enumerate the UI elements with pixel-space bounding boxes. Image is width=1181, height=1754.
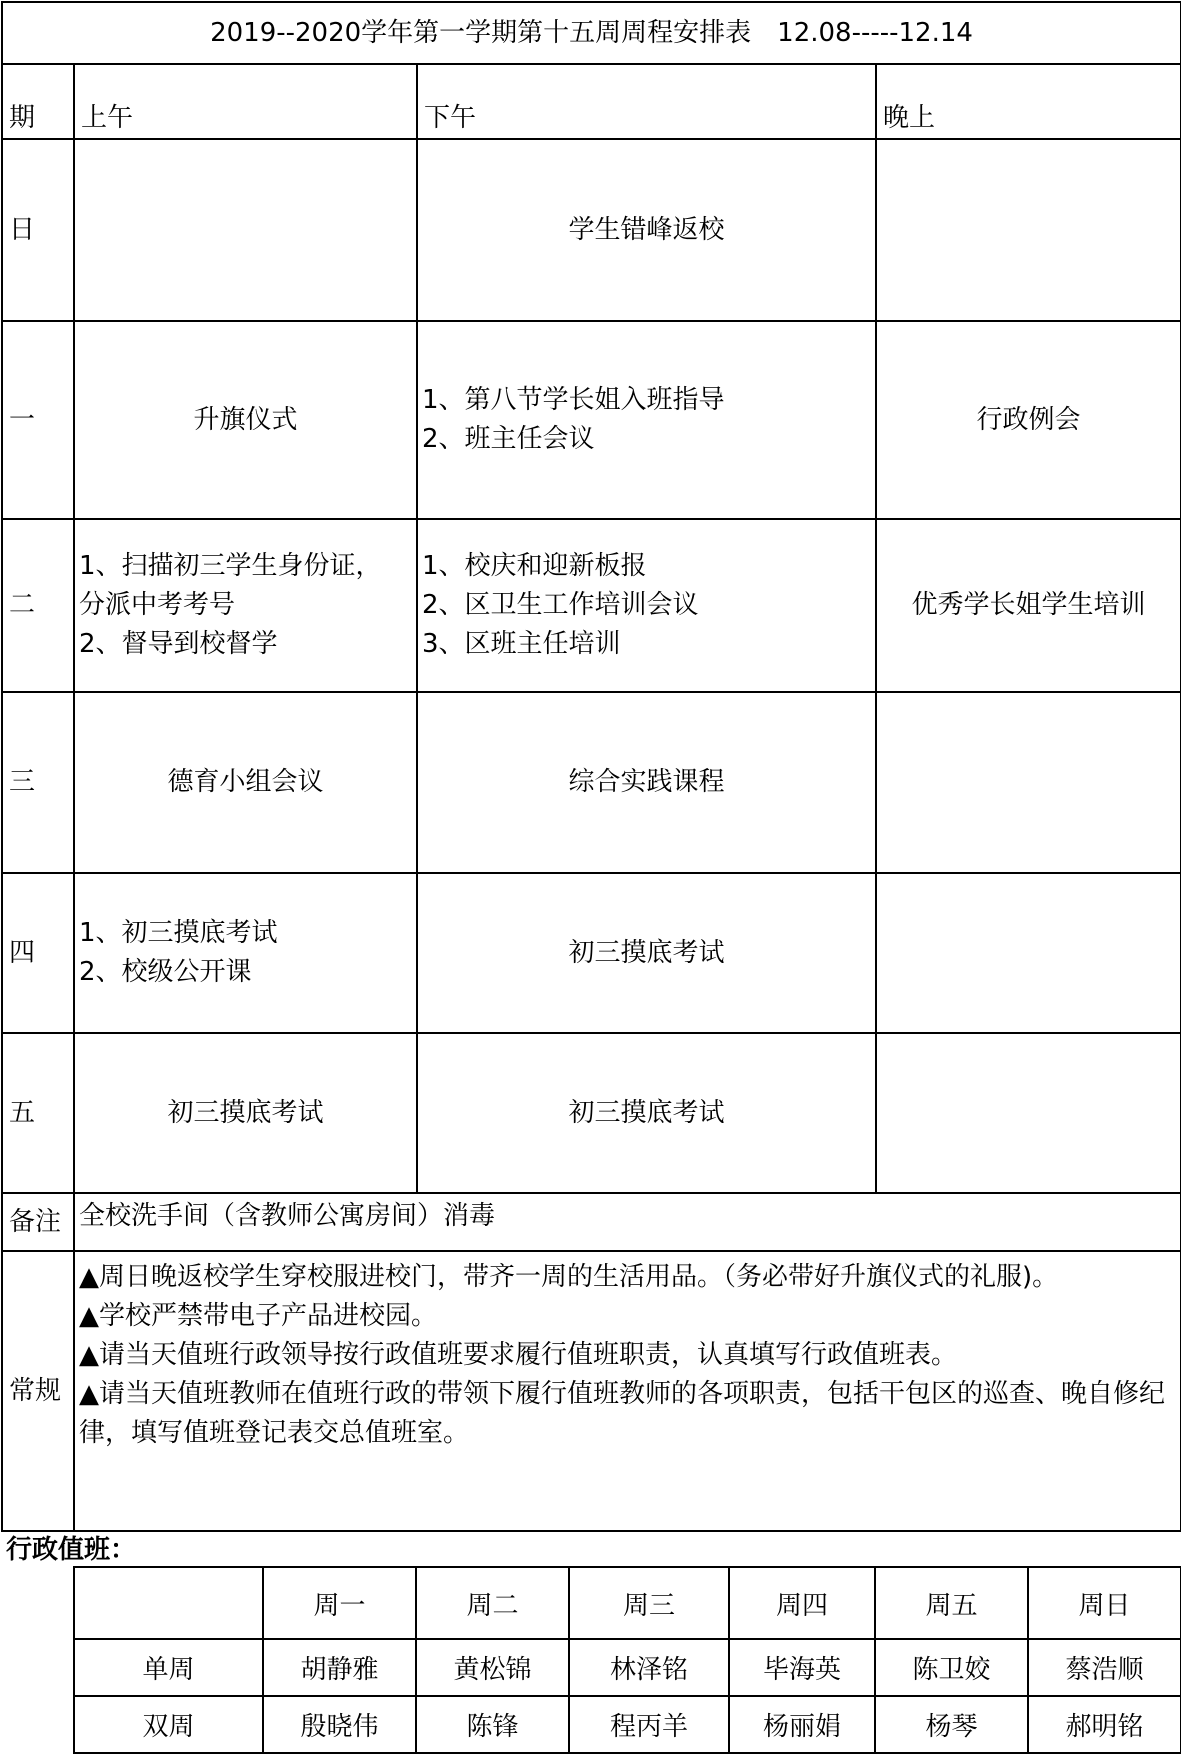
duty-name: 杨丽娟 bbox=[729, 1696, 875, 1753]
routine-row bbox=[2, 1251, 1181, 1531]
event-item: 2、班主任会议 bbox=[422, 424, 595, 454]
duty-name: 杨琴 bbox=[875, 1696, 1028, 1753]
schedule-row-tuesday bbox=[2, 519, 1181, 692]
afternoon-cell bbox=[417, 873, 876, 1033]
duty-roster-table bbox=[73, 1566, 1181, 1754]
event-item: 2、区卫生工作培训会议 bbox=[422, 590, 699, 620]
event-item: 升旗仪式 bbox=[193, 404, 298, 435]
day-label: 三 bbox=[2, 692, 74, 873]
duty-name: 黄松锦 bbox=[416, 1639, 569, 1696]
duty-day-header: 周五 bbox=[875, 1567, 1028, 1639]
duty-name: 林泽铭 bbox=[569, 1639, 729, 1696]
title-row bbox=[2, 2, 1181, 64]
day-label: 一 bbox=[2, 321, 74, 519]
header-evening: 晚上 bbox=[876, 64, 1181, 139]
duty-name: 胡静雅 bbox=[263, 1639, 416, 1696]
afternoon-cell bbox=[417, 692, 876, 873]
morning-cell bbox=[74, 692, 417, 873]
header-afternoon: 下午 bbox=[417, 64, 876, 139]
duty-name: 程丙羊 bbox=[569, 1696, 729, 1753]
evening-cell bbox=[876, 873, 1181, 1033]
duty-name: 陈卫姣 bbox=[875, 1639, 1028, 1696]
afternoon-cell bbox=[417, 519, 876, 692]
duty-row-even-week bbox=[74, 1696, 1181, 1753]
duty-day-header: 周一 bbox=[263, 1567, 416, 1639]
notes-text: 全校洗手间（含教师公寓房间）消毒 bbox=[74, 1193, 1181, 1251]
event-item: 学生错峰返校 bbox=[568, 214, 725, 245]
duty-day-header: 周三 bbox=[569, 1567, 729, 1639]
morning-cell bbox=[74, 519, 417, 692]
evening-cell bbox=[876, 321, 1181, 519]
event-item: 2、督导到校督学 bbox=[79, 629, 278, 659]
day-label: 二 bbox=[2, 519, 74, 692]
afternoon-cell bbox=[417, 139, 876, 321]
weekly-schedule-table bbox=[1, 1, 1181, 1532]
routine-label: 常规 bbox=[2, 1251, 74, 1531]
duty-row-odd-week bbox=[74, 1639, 1181, 1696]
event-item: 优秀学长姐学生培训 bbox=[911, 590, 1146, 620]
schedule-title: 2019--2020学年第一学期第十五周周程安排表 12.08-----12.14 bbox=[2, 2, 1181, 64]
evening-cell bbox=[876, 1033, 1181, 1193]
evening-cell bbox=[876, 519, 1181, 692]
header-row bbox=[2, 64, 1181, 139]
event-item: 1、扫描初三学生身份证， bbox=[79, 551, 382, 581]
event-item: 初三摸底考试 bbox=[568, 937, 725, 968]
schedule-row-monday bbox=[2, 321, 1181, 519]
duty-name: 殷晓伟 bbox=[263, 1696, 416, 1753]
event-item: 初三摸底考试 bbox=[167, 1097, 324, 1128]
routine-text bbox=[74, 1251, 1181, 1531]
evening-cell bbox=[876, 692, 1181, 873]
event-item: 综合实践课程 bbox=[568, 767, 725, 797]
afternoon-cell bbox=[417, 321, 876, 519]
schedule-row-thursday bbox=[2, 873, 1181, 1033]
event-item: 分派中考考号 bbox=[79, 590, 236, 620]
duty-week-label: 单周 bbox=[74, 1639, 263, 1696]
morning-cell bbox=[74, 873, 417, 1033]
duty-day-header: 周日 bbox=[1028, 1567, 1181, 1639]
routine-line: ▲学校严禁带电子产品进校园。 bbox=[79, 1301, 437, 1331]
duty-corner-cell bbox=[74, 1567, 263, 1639]
duty-name: 郝明铭 bbox=[1028, 1696, 1181, 1753]
header-day: 期 bbox=[2, 64, 74, 139]
morning-cell bbox=[74, 321, 417, 519]
duty-day-header: 周二 bbox=[416, 1567, 569, 1639]
notes-row bbox=[2, 1193, 1181, 1251]
schedule-row-sunday bbox=[2, 139, 1181, 321]
duty-header-row bbox=[74, 1567, 1181, 1639]
schedule-row-friday bbox=[2, 1033, 1181, 1193]
event-item: 德育小组会议 bbox=[167, 767, 324, 797]
morning-cell bbox=[74, 139, 417, 321]
event-item: 1、校庆和迎新板报 bbox=[422, 551, 647, 581]
routine-line: ▲周日晚返校学生穿校服进校门，带齐一周的生活用品。（务必带好升旗仪式的礼服)。 bbox=[79, 1262, 1059, 1292]
routine-line: ▲请当天值班行政领导按行政值班要求履行值班职责，认真填写行政值班表。 bbox=[79, 1340, 957, 1370]
event-item: 1、第八节学长姐入班指导 bbox=[422, 385, 725, 415]
event-item: 2、校级公开课 bbox=[79, 957, 252, 987]
header-morning: 上午 bbox=[74, 64, 417, 139]
evening-cell bbox=[876, 139, 1181, 321]
event-item: 3、区班主任培训 bbox=[422, 629, 621, 659]
morning-cell bbox=[74, 1033, 417, 1193]
event-item: 行政例会 bbox=[976, 404, 1081, 435]
duty-name: 蔡浩顺 bbox=[1028, 1639, 1181, 1696]
event-item: 1、初三摸底考试 bbox=[79, 918, 278, 948]
duty-section-title: 行政值班： bbox=[6, 1535, 137, 1565]
duty-name: 陈锋 bbox=[416, 1696, 569, 1753]
day-label: 四 bbox=[2, 873, 74, 1033]
duty-name: 毕海英 bbox=[729, 1639, 875, 1696]
notes-label: 备注 bbox=[2, 1193, 74, 1251]
routine-line: ▲请当天值班教师在值班行政的带领下履行值班教师的各项职责，包括干包区的巡查、晚自修纪律，填写值班登记表交总值班室。 bbox=[79, 1379, 1165, 1448]
event-item: 初三摸底考试 bbox=[568, 1097, 725, 1128]
afternoon-cell bbox=[417, 1033, 876, 1193]
schedule-row-wednesday bbox=[2, 692, 1181, 873]
day-label: 日 bbox=[2, 139, 74, 321]
day-label: 五 bbox=[2, 1033, 74, 1193]
duty-day-header: 周四 bbox=[729, 1567, 875, 1639]
duty-week-label: 双周 bbox=[74, 1696, 263, 1753]
